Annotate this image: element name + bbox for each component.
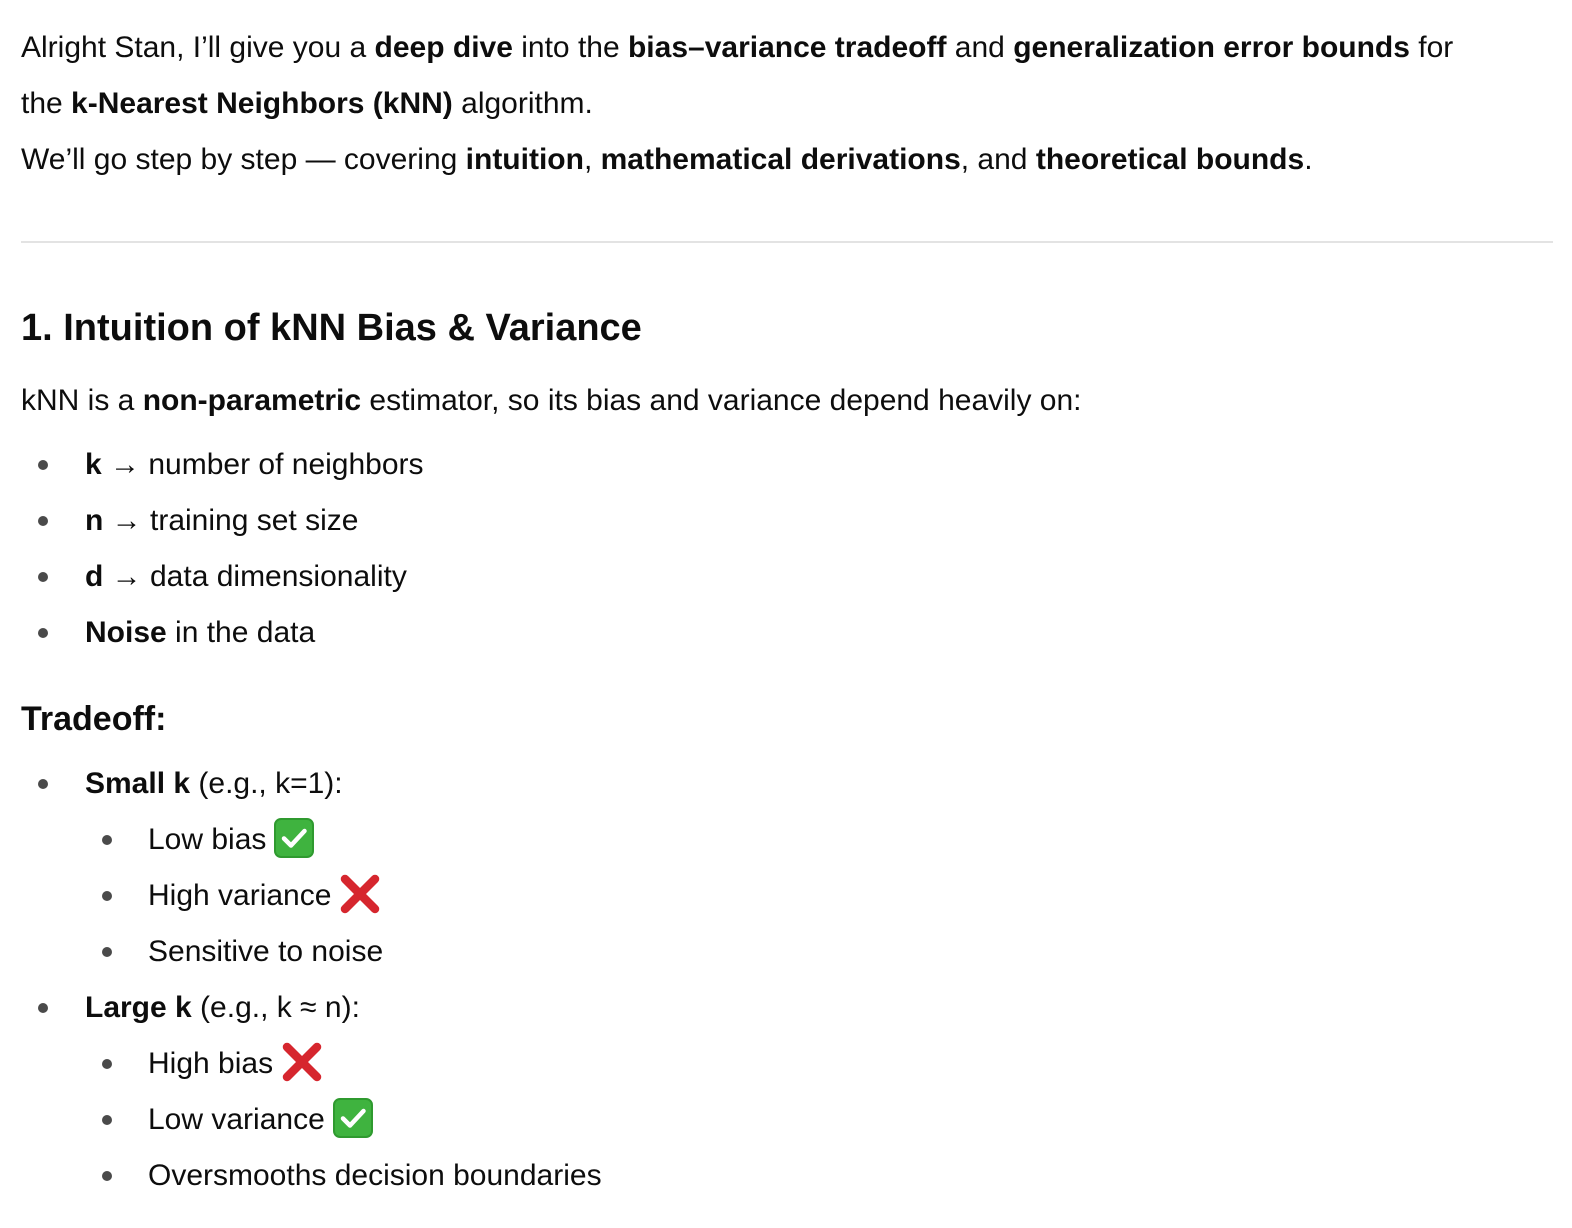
large-k-item [85, 980, 360, 1036]
bullet-dot-icon [102, 891, 112, 901]
bullet-dot-icon [38, 460, 48, 470]
intro-text: We’ll go step by step — covering [21, 143, 466, 176]
bullet-dot-icon [38, 628, 48, 638]
factor-term: k [85, 448, 102, 481]
factor-text [85, 493, 358, 549]
intro-bold: deep dive [374, 31, 513, 64]
large-k-desc: (e.g., k ≈ n): [191, 991, 360, 1024]
factor-desc: → data dimensionality [103, 560, 407, 593]
large-k-low-variance: Low variance [148, 1103, 325, 1136]
check-mark-icon [274, 818, 314, 858]
intro-line-2 [21, 76, 593, 132]
list-item [148, 1036, 323, 1092]
bullet-dot-icon [102, 1115, 112, 1125]
factor-desc: → training set size [103, 504, 359, 537]
intro-bold: mathematical derivations [600, 143, 961, 176]
list-item [148, 1148, 602, 1204]
intro-text: into the [512, 31, 628, 64]
factor-term: Noise [85, 616, 167, 649]
intro-line-3 [21, 132, 1313, 188]
list-item [148, 924, 383, 980]
intro-text: and [946, 31, 1014, 64]
small-k-term: Small k [85, 767, 191, 800]
small-k-desc: (e.g., k=1): [190, 767, 343, 800]
check-mark-icon [333, 1098, 373, 1138]
large-k-high-bias: High bias [148, 1047, 274, 1080]
intro-text: the [21, 87, 72, 120]
horizontal-divider [21, 241, 1553, 243]
factor-text [85, 605, 315, 661]
factor-text [85, 437, 424, 493]
factor-term: n [85, 504, 104, 537]
large-k-term: Large k [85, 991, 192, 1024]
small-k-noise: Sensitive to noise [148, 935, 384, 968]
large-k-oversmooths: Oversmooths decision boundaries [148, 1159, 602, 1192]
intro-text: , [583, 143, 601, 176]
bullet-dot-icon [38, 572, 48, 582]
intro-bold: bias–variance tradeoff [627, 31, 947, 64]
bullet-dot-icon [102, 1171, 112, 1181]
factor-desc: in the data [166, 616, 316, 649]
section-heading: 1. Intuition of kNN Bias & Variance [21, 307, 642, 349]
intro-bold: k-Nearest Neighbors (kNN) [71, 87, 453, 120]
intro-text: , and [960, 143, 1036, 176]
factor-text [85, 549, 407, 605]
intro-bold: generalization error bounds [1013, 31, 1410, 64]
factor-desc: → number of neighbors [101, 448, 424, 481]
bullet-dot-icon [38, 516, 48, 526]
section-lead [21, 373, 1082, 429]
cross-mark-icon [281, 1041, 323, 1083]
intro-text: Alright Stan, I’ll give you a [21, 31, 375, 64]
subsection-heading: Tradeoff: [21, 700, 167, 738]
small-k-high-variance: High variance [148, 879, 332, 912]
lead-text: kNN is a [21, 384, 143, 417]
bullet-dot-icon [102, 1059, 112, 1069]
intro-bold: intuition [465, 143, 584, 176]
bullet-dot-icon [38, 1003, 48, 1013]
bullet-dot-icon [38, 779, 48, 789]
list-item [148, 1092, 373, 1148]
lead-bold: non-parametric [142, 384, 362, 417]
list-item [148, 868, 381, 924]
intro-text: for [1409, 31, 1454, 64]
list-item [148, 812, 314, 868]
intro-bold: theoretical bounds [1035, 143, 1305, 176]
intro-text: algorithm. [452, 87, 593, 120]
lead-text: estimator, so its bias and variance depend heavily on: [361, 384, 1082, 417]
intro-text: . [1304, 143, 1313, 176]
small-k-low-bias: Low bias [148, 823, 267, 856]
intro-line-1 [21, 20, 1453, 76]
factor-term: d [85, 560, 104, 593]
small-k-item [85, 756, 343, 812]
bullet-dot-icon [102, 835, 112, 845]
bullet-dot-icon [102, 947, 112, 957]
cross-mark-icon [339, 873, 381, 915]
